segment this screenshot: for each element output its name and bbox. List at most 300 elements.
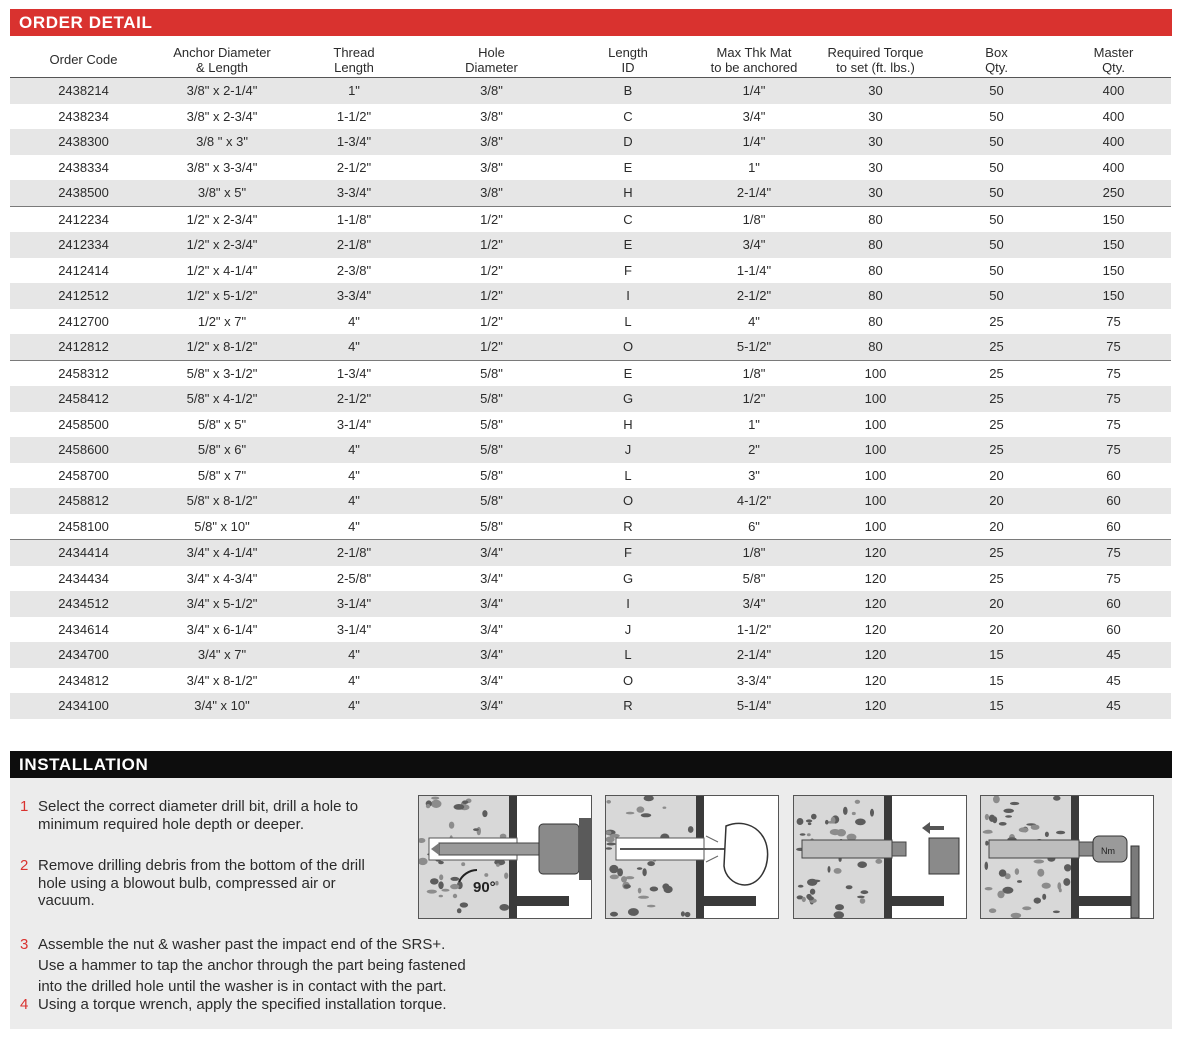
table-row xyxy=(10,566,1171,592)
column-header-line: Length xyxy=(608,44,648,60)
table-cell: 400 xyxy=(1056,129,1171,155)
table-cell: 2458412 xyxy=(10,386,157,412)
table-cell: 150 xyxy=(1102,262,1125,278)
column-header-line: Length xyxy=(334,59,374,75)
table-cell: 60 xyxy=(1106,621,1121,637)
table-row xyxy=(10,180,1171,206)
table-cell: 1/2" x 4-1/4" xyxy=(186,262,258,278)
table-cell: 5/8" x 5" xyxy=(197,416,247,432)
column-header-line: Anchor Diameter xyxy=(173,44,271,60)
table-cell: 3/8" xyxy=(421,78,562,104)
anchor-sleeve-icon xyxy=(989,840,1079,858)
step-text: Using a torque wrench, apply the specified installation torque. xyxy=(38,996,447,1013)
table-cell: 1-1/2" xyxy=(736,621,772,637)
table-cell: 1-3/4" xyxy=(287,360,421,386)
order-detail-table xyxy=(10,42,1171,719)
table-cell: E xyxy=(562,360,694,386)
table-cell: 5/8" x 10" xyxy=(194,518,250,534)
table-cell: 30 xyxy=(868,159,883,175)
table-cell: 1/2" x 7" xyxy=(197,313,247,329)
table-cell: 2-1/4" xyxy=(694,180,814,206)
table-row xyxy=(10,668,1171,694)
table-cell: 250 xyxy=(1056,180,1171,206)
table-cell: 25 xyxy=(937,386,1056,412)
step-number: 3 xyxy=(20,936,29,953)
table-cell: 2434434 xyxy=(58,570,109,586)
table-cell: I xyxy=(562,591,694,617)
install-step-3 xyxy=(20,934,1030,997)
table-cell: 3/8" x 2-1/4" xyxy=(157,78,287,104)
table-cell: 5/8" x 4-1/2" xyxy=(157,386,287,412)
table-cell: D xyxy=(562,129,694,155)
table-cell: 20 xyxy=(989,621,1004,637)
table-row xyxy=(10,360,1171,386)
table-cell: 1-1/4" xyxy=(736,262,772,278)
table-cell: 5/8" x 6" xyxy=(157,437,287,463)
table-cell: L xyxy=(562,642,694,668)
table-cell: 2-3/8" xyxy=(336,262,372,278)
column-header xyxy=(10,42,157,78)
table-cell: 5/8" xyxy=(421,488,562,514)
table-cell: 1/2" xyxy=(421,283,562,309)
table-cell: 4" xyxy=(287,642,421,668)
table-cell: 150 xyxy=(1056,283,1171,309)
table-cell: G xyxy=(622,570,634,586)
hand-bulb-icon xyxy=(724,823,768,885)
table-cell: O xyxy=(562,334,694,360)
table-cell: 80 xyxy=(868,313,883,329)
table-cell: 20 xyxy=(937,488,1056,514)
order-detail-title: ORDER DETAIL xyxy=(19,13,153,32)
column-header-line: & Length xyxy=(195,59,249,75)
table-cell: 50 xyxy=(989,159,1004,175)
install-step-1 xyxy=(20,798,405,833)
table-cell: 4" xyxy=(748,313,760,329)
table-cell: 150 xyxy=(1056,206,1171,232)
table-row xyxy=(10,437,1171,463)
table-cell: 1/8" xyxy=(694,360,814,386)
column-header-line: to set (ft. lbs.) xyxy=(836,59,915,75)
table-row xyxy=(10,78,1171,104)
table-cell: 5/8" x 7" xyxy=(197,467,247,483)
table-cell: 60 xyxy=(1056,488,1171,514)
table-cell: 2458500 xyxy=(58,416,109,432)
table-cell: B xyxy=(562,78,694,104)
table-cell: 5/8" xyxy=(480,416,503,432)
table-cell: 5/8" xyxy=(742,570,766,586)
table-cell: 3/4" x 4-1/4" xyxy=(157,540,287,566)
table-cell: 2434614 xyxy=(58,621,109,637)
table-cell: 25 xyxy=(937,334,1056,360)
table-cell: 3-1/4" xyxy=(287,591,421,617)
table-cell: L xyxy=(624,467,632,483)
table-cell: H xyxy=(562,180,694,206)
table-cell: 2412700 xyxy=(58,313,109,329)
table-cell: O xyxy=(562,488,694,514)
table-cell: 1/4" xyxy=(694,129,814,155)
table-cell: J xyxy=(624,621,632,637)
table-cell: 50 xyxy=(937,206,1056,232)
table-cell: 1/2" xyxy=(421,206,562,232)
table-cell: 2434100 xyxy=(10,693,157,719)
table-cell: 3/4" xyxy=(480,621,503,637)
table-cell: 50 xyxy=(937,232,1056,258)
column-header xyxy=(157,42,287,78)
table-cell: 1" xyxy=(287,78,421,104)
table-cell: 50 xyxy=(989,262,1004,278)
table-cell: 1/2" x 5-1/2" xyxy=(157,283,287,309)
table-cell: 75 xyxy=(1106,313,1121,329)
table-cell: 2438334 xyxy=(58,159,109,175)
table-cell: 25 xyxy=(989,313,1004,329)
table-cell: 75 xyxy=(1056,360,1171,386)
table-cell: H xyxy=(623,416,633,432)
table-cell: 400 xyxy=(1056,78,1171,104)
table-cell: C xyxy=(562,206,694,232)
step-text: Remove drilling debris from the bottom of the drill hole using a blowout bulb, compressed air or vacuum. xyxy=(38,857,365,909)
drill-chuck-icon xyxy=(539,824,579,874)
table-cell: 4" xyxy=(348,518,360,534)
table-cell: 30 xyxy=(814,78,937,104)
table-cell: 120 xyxy=(814,591,937,617)
table-cell: 75 xyxy=(1106,416,1121,432)
table-cell: 2412512 xyxy=(10,283,157,309)
table-cell: 1/4" xyxy=(694,78,814,104)
column-header-line: Diameter xyxy=(465,59,518,75)
table-cell: 120 xyxy=(864,672,887,688)
table-cell: 1/2" x 8-1/2" xyxy=(157,334,287,360)
table-cell: 4-1/2" xyxy=(694,488,814,514)
installation-title: INSTALLATION xyxy=(19,755,149,774)
table-cell: 2-1/8" xyxy=(287,540,421,566)
order-detail-header xyxy=(10,9,1172,36)
table-cell: 60 xyxy=(1106,467,1121,483)
table-cell: 5/8" xyxy=(480,518,503,534)
table-cell: 100 xyxy=(864,467,887,483)
column-header xyxy=(937,42,1056,78)
column-header-line: Max Thk Mat xyxy=(716,44,792,60)
table-cell: 25 xyxy=(989,570,1004,586)
table-cell: 1/2" xyxy=(694,386,814,412)
table-cell: 1/2" xyxy=(480,262,503,278)
table-cell: 120 xyxy=(814,693,937,719)
table-cell: 2438214 xyxy=(10,78,157,104)
table-cell: 45 xyxy=(1056,642,1171,668)
table-cell: 150 xyxy=(1056,232,1171,258)
table-cell: 3-3/4" xyxy=(736,672,772,688)
column-header-line: to be anchored xyxy=(710,59,798,75)
table-cell: 3/4" x 6-1/4" xyxy=(186,621,258,637)
column-header xyxy=(287,42,421,78)
table-cell: 60 xyxy=(1056,591,1171,617)
table-cell: 3/4" xyxy=(480,672,503,688)
table-cell: 50 xyxy=(937,283,1056,309)
hammer-icon xyxy=(929,838,959,874)
table-cell: 5-1/2" xyxy=(694,334,814,360)
table-cell: 30 xyxy=(868,108,883,124)
table-row xyxy=(10,412,1171,438)
table-cell: 2" xyxy=(694,437,814,463)
table-row xyxy=(10,617,1171,643)
wrench-unit-label: Nm xyxy=(1101,846,1115,856)
table-cell: 400 xyxy=(1102,159,1125,175)
table-cell: 4" xyxy=(287,693,421,719)
table-cell: 80 xyxy=(814,232,937,258)
table-row xyxy=(10,591,1171,617)
table-row xyxy=(10,232,1171,258)
install-step-4 xyxy=(20,996,720,1014)
table-cell: 3/8" x 5" xyxy=(157,180,287,206)
table-cell: 2412414 xyxy=(58,262,109,278)
table-cell: 2434414 xyxy=(10,540,157,566)
illustration-set-anchor xyxy=(793,795,967,919)
table-cell: 3/4" x 7" xyxy=(157,642,287,668)
column-header-line: Order Code xyxy=(49,52,118,67)
table-header-row xyxy=(10,42,1171,78)
table-cell: 3/4" x 5-1/2" xyxy=(157,591,287,617)
table-row xyxy=(10,104,1171,130)
table-row xyxy=(10,258,1171,284)
illustration-drill-hole xyxy=(418,795,592,919)
table-cell: 2-1/2" xyxy=(336,159,372,175)
table-cell: 2458700 xyxy=(58,467,109,483)
table-cell: 50 xyxy=(937,180,1056,206)
table-cell: 2412234 xyxy=(10,206,157,232)
table-cell: 15 xyxy=(989,672,1004,688)
table-cell: 25 xyxy=(937,540,1056,566)
table-cell: 50 xyxy=(989,108,1004,124)
table-cell: 25 xyxy=(937,360,1056,386)
table-cell: F xyxy=(562,540,694,566)
table-cell: 75 xyxy=(1056,540,1171,566)
table-cell: J xyxy=(562,437,694,463)
column-header-line: Thread xyxy=(333,44,375,60)
table-cell: 1/8" xyxy=(694,206,814,232)
table-cell: 45 xyxy=(1106,672,1121,688)
table-cell: 25 xyxy=(989,416,1004,432)
table-cell: 5/8" xyxy=(421,360,562,386)
table-cell: 45 xyxy=(1056,693,1171,719)
table-cell: L xyxy=(624,313,632,329)
table-cell: 80 xyxy=(814,334,937,360)
table-row xyxy=(10,334,1171,360)
table-row xyxy=(10,514,1171,540)
table-cell: 30 xyxy=(814,129,937,155)
illustration-clean-hole xyxy=(605,795,779,919)
table-cell: 3-1/4" xyxy=(336,416,372,432)
table-cell: 75 xyxy=(1056,437,1171,463)
table-cell: 100 xyxy=(814,488,937,514)
table-row xyxy=(10,129,1171,155)
table-row xyxy=(10,155,1171,181)
table-cell: 1/2" xyxy=(480,313,503,329)
table-cell: 4" xyxy=(287,488,421,514)
illustration-torque xyxy=(980,795,1154,919)
table-cell: C xyxy=(623,108,633,124)
table-cell: 3/4" xyxy=(694,591,814,617)
table-cell: 1-1/8" xyxy=(287,206,421,232)
table-cell: 120 xyxy=(864,570,887,586)
table-cell: I xyxy=(562,283,694,309)
table-cell: 20 xyxy=(989,467,1004,483)
table-cell: 100 xyxy=(864,416,887,432)
table-cell: 2438500 xyxy=(10,180,157,206)
table-cell: 15 xyxy=(937,693,1056,719)
column-header-line: Required Torque xyxy=(827,44,924,60)
table-cell: 2-5/8" xyxy=(336,570,372,586)
anchor-sleeve-icon xyxy=(802,840,892,858)
table-cell: 3/8" xyxy=(421,129,562,155)
table-cell: 5/8" x 3-1/2" xyxy=(157,360,287,386)
table-cell: 4" xyxy=(348,313,360,329)
column-header xyxy=(694,42,814,78)
table-cell: 5-1/4" xyxy=(694,693,814,719)
table-cell: 1/2" x 2-3/4" xyxy=(157,232,287,258)
table-cell: 2-1/4" xyxy=(694,642,814,668)
table-cell: 3/8" xyxy=(480,159,503,175)
table-row xyxy=(10,309,1171,335)
table-cell: 3/4" x 4-3/4" xyxy=(186,570,258,586)
table-cell: 2438234 xyxy=(58,108,109,124)
table-cell: 80 xyxy=(868,262,883,278)
table-cell: 100 xyxy=(864,518,887,534)
table-cell: 120 xyxy=(814,642,937,668)
drill-angle-label: 90° xyxy=(473,879,496,896)
table-cell: R xyxy=(623,518,633,534)
arrow-left-icon xyxy=(922,822,944,834)
table-cell: 2-1/2" xyxy=(287,386,421,412)
table-cell: 80 xyxy=(814,206,937,232)
column-header xyxy=(421,42,562,78)
table-cell: 3/4" xyxy=(421,693,562,719)
table-cell: 1/2" xyxy=(421,232,562,258)
table-row xyxy=(10,463,1171,489)
column-header xyxy=(562,42,694,78)
table-cell: 75 xyxy=(1106,570,1121,586)
table-row xyxy=(10,540,1171,566)
table-cell: E xyxy=(623,159,633,175)
table-cell: 3/4" xyxy=(742,108,766,124)
table-row xyxy=(10,642,1171,668)
step-number: 1 xyxy=(20,798,29,815)
table-cell: 30 xyxy=(814,180,937,206)
table-cell: 4" xyxy=(287,437,421,463)
step-text: Select the correct diameter drill bit, drill a hole to minimum required hole depth or deeper. xyxy=(38,798,359,833)
table-cell: F xyxy=(624,262,632,278)
table-cell: 5/8" x 8-1/2" xyxy=(157,488,287,514)
table-cell: 1/2" xyxy=(421,334,562,360)
table-cell: 3/4" xyxy=(480,570,503,586)
table-cell: 2-1/2" xyxy=(694,283,814,309)
table-cell: 120 xyxy=(814,540,937,566)
table-cell: 100 xyxy=(814,360,937,386)
step-number: 4 xyxy=(20,996,29,1013)
table-cell: 2438300 xyxy=(10,129,157,155)
table-cell: 4" xyxy=(287,334,421,360)
table-cell: 20 xyxy=(989,518,1004,534)
table-cell: 20 xyxy=(937,591,1056,617)
table-cell: 2458312 xyxy=(10,360,157,386)
table-cell: O xyxy=(622,672,634,688)
table-cell: 2458812 xyxy=(10,488,157,514)
table-cell: 15 xyxy=(937,642,1056,668)
table-cell: 50 xyxy=(937,78,1056,104)
step-text: Assemble the nut & washer past the impact end of the SRS+. Use a hammer to tap the anchor through the part being fastened into the drilled hole until the washer is in contact with the part. xyxy=(38,936,466,995)
column-header xyxy=(814,42,937,78)
table-cell: 2-1/8" xyxy=(287,232,421,258)
table-cell: 2458600 xyxy=(10,437,157,463)
table-cell: 2434700 xyxy=(10,642,157,668)
table-cell: G xyxy=(562,386,694,412)
table-cell: 100 xyxy=(814,386,937,412)
table-row xyxy=(10,488,1171,514)
table-cell: 25 xyxy=(937,437,1056,463)
table-row xyxy=(10,206,1171,232)
table-cell: 3/4" x 8-1/2" xyxy=(186,672,258,688)
table-cell: 2412812 xyxy=(10,334,157,360)
table-cell: 75 xyxy=(1056,334,1171,360)
installation-header xyxy=(10,751,1172,778)
table-cell: 4" xyxy=(348,467,360,483)
table-cell: 5/8" xyxy=(421,437,562,463)
table-cell: 3/4" xyxy=(421,591,562,617)
column-header-line: Box xyxy=(985,44,1008,60)
table-cell: 3/4" xyxy=(421,642,562,668)
table-cell: 3-3/4" xyxy=(287,283,421,309)
table-cell: 2458100 xyxy=(58,518,109,534)
table-cell: 50 xyxy=(937,129,1056,155)
table-cell: 3/8" x 3-3/4" xyxy=(186,159,258,175)
table-cell: 1/2" x 2-3/4" xyxy=(157,206,287,232)
table-cell: 60 xyxy=(1106,518,1121,534)
install-step-2 xyxy=(20,857,390,910)
table-row xyxy=(10,693,1171,719)
table-cell: E xyxy=(562,232,694,258)
table-row xyxy=(10,283,1171,309)
table-cell: 1/8" xyxy=(694,540,814,566)
table-cell: 3/8" xyxy=(480,108,503,124)
table-cell: 80 xyxy=(814,283,937,309)
column-header xyxy=(1056,42,1171,78)
table-row xyxy=(10,386,1171,412)
column-header-line: Qty. xyxy=(985,59,1008,75)
table-cell: 3" xyxy=(748,467,760,483)
table-cell: 1-1/2" xyxy=(336,108,372,124)
table-cell: 4" xyxy=(348,672,360,688)
table-cell: 3/4" x 10" xyxy=(157,693,287,719)
step-number: 2 xyxy=(20,857,29,874)
table-cell: 3/8 " x 3" xyxy=(157,129,287,155)
table-cell: 2434812 xyxy=(58,672,109,688)
table-cell: 3-3/4" xyxy=(287,180,421,206)
table-cell: 5/8" xyxy=(421,386,562,412)
table-cell: 3/4" xyxy=(421,540,562,566)
table-cell: 2412334 xyxy=(10,232,157,258)
table-cell: 100 xyxy=(814,437,937,463)
table-cell: 5/8" xyxy=(480,467,503,483)
table-cell: 3/4" xyxy=(694,232,814,258)
table-cell: 3/8" x 2-3/4" xyxy=(186,108,258,124)
table-cell: 400 xyxy=(1102,108,1125,124)
table-cell: 1" xyxy=(748,159,760,175)
table-cell: 2434512 xyxy=(10,591,157,617)
column-header-line: ID xyxy=(621,59,635,75)
table-cell: R xyxy=(562,693,694,719)
table-cell: 1" xyxy=(748,416,760,432)
column-header-line: Hole xyxy=(478,44,505,60)
table-cell: 3/8" xyxy=(421,180,562,206)
table-cell: 3-1/4" xyxy=(336,621,372,637)
